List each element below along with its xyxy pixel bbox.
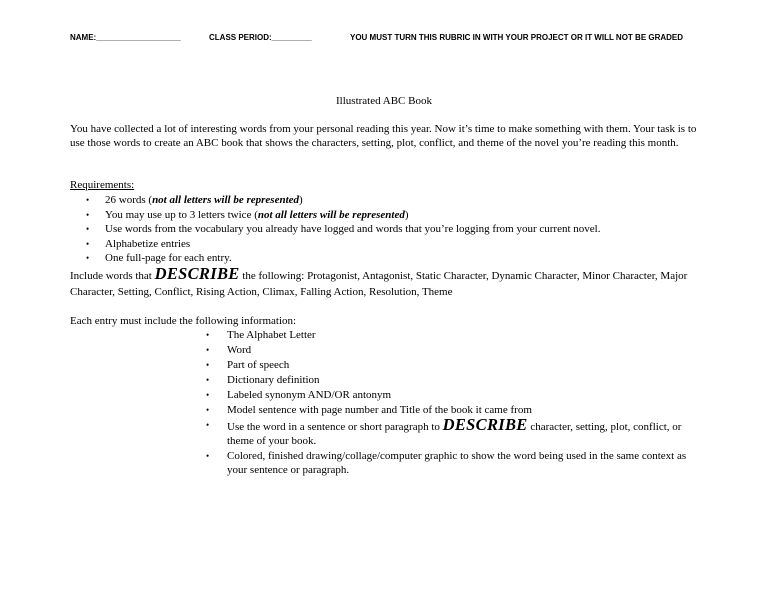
bullet-icon: • xyxy=(206,390,210,400)
list-item xyxy=(70,237,710,252)
item-text: You may use up to 3 letters twice ( xyxy=(105,208,258,221)
item-text: Part of speech xyxy=(227,359,290,371)
bullet-icon: • xyxy=(206,375,210,385)
list-item xyxy=(190,449,690,477)
item-text: 26 words ( xyxy=(105,194,153,206)
item-text: Model sentence with page number and Title of the book it came from xyxy=(227,404,532,416)
requirements-list xyxy=(70,193,710,266)
list-item xyxy=(70,222,710,237)
bullet-icon: • xyxy=(206,330,210,340)
list-item xyxy=(190,358,690,372)
item-emphasis: not all letters will be represented xyxy=(257,208,405,221)
bullet-icon: • xyxy=(206,360,210,370)
requirements-heading: Requirements: xyxy=(70,179,135,191)
bullet-icon: • xyxy=(206,420,210,430)
bullet-icon: • xyxy=(86,195,90,205)
list-item xyxy=(70,208,710,223)
item-text: Dictionary definition xyxy=(227,374,320,386)
list-item xyxy=(190,403,690,417)
item-text: ) xyxy=(404,208,409,221)
list-item xyxy=(190,415,690,448)
entry-heading: Each entry must include the following information: xyxy=(70,315,297,327)
item-text: Colored, finished drawing/collage/computer graphic to show the word being used in the same context as your sentence or paragraph. xyxy=(227,450,687,476)
describe-keyword: DESCRIBE xyxy=(154,264,240,283)
intro-paragraph xyxy=(70,122,710,150)
item-text: Alphabetize entries xyxy=(105,237,191,250)
bullet-icon: • xyxy=(86,224,90,235)
list-item xyxy=(190,328,690,342)
class-period-label: CLASS PERIOD:_________ xyxy=(209,33,312,42)
describe-paragraph xyxy=(70,266,710,300)
intro-text: You have collected a lot of interesting words from your personal reading this year. Now it’s time to make something with them. Your task is to use those words to create an ABC book that shows the characters, setting, plot, conflict, and theme of the novel you’re reading this month. xyxy=(70,123,697,149)
describe-post: the following: Protagonist, Antagonist, Static Character, Dynamic Character, Minor Character, Major Character, Setting, Conflict, Rising Action, Climax, Falling Action, Resolution, Theme xyxy=(70,270,688,298)
bullet-icon: • xyxy=(206,345,210,355)
bullet-icon: • xyxy=(86,253,90,264)
list-item xyxy=(70,193,710,208)
describe-text xyxy=(70,266,710,300)
bullet-icon: • xyxy=(86,209,90,220)
name-field-label: NAME:___________________ xyxy=(70,33,181,42)
describe-pre: Include words that xyxy=(70,270,155,282)
item-text: One full-page for each entry. xyxy=(105,252,232,265)
item-text: Use words from the vocabulary you already have logged and words that you’re logging from your current novel. xyxy=(105,223,601,236)
grading-warning: YOU MUST TURN THIS RUBRIC IN WITH YOUR PROJECT OR IT WILL NOT BE GRADED xyxy=(350,33,684,42)
entry-list xyxy=(190,328,690,478)
item-text: ) xyxy=(299,194,303,206)
describe-keyword: DESCRIBE xyxy=(442,415,528,434)
document-title: Illustrated ABC Book xyxy=(336,95,432,107)
item-text: character, setting, plot, conflict, or theme of your book. xyxy=(227,421,682,447)
list-item xyxy=(190,373,690,387)
item-text: Word xyxy=(227,344,252,356)
list-item xyxy=(190,388,690,402)
bullet-icon: • xyxy=(206,451,210,461)
item-text: Labeled synonym AND/OR antonym xyxy=(227,389,392,401)
item-text: The Alphabet Letter xyxy=(227,329,316,341)
bullet-icon: • xyxy=(86,238,90,249)
bullet-icon: • xyxy=(206,405,210,415)
list-item xyxy=(190,343,690,357)
item-text: Use the word in a sentence or short paragraph to xyxy=(227,421,443,433)
item-emphasis: not all letters will be represented xyxy=(152,194,300,206)
